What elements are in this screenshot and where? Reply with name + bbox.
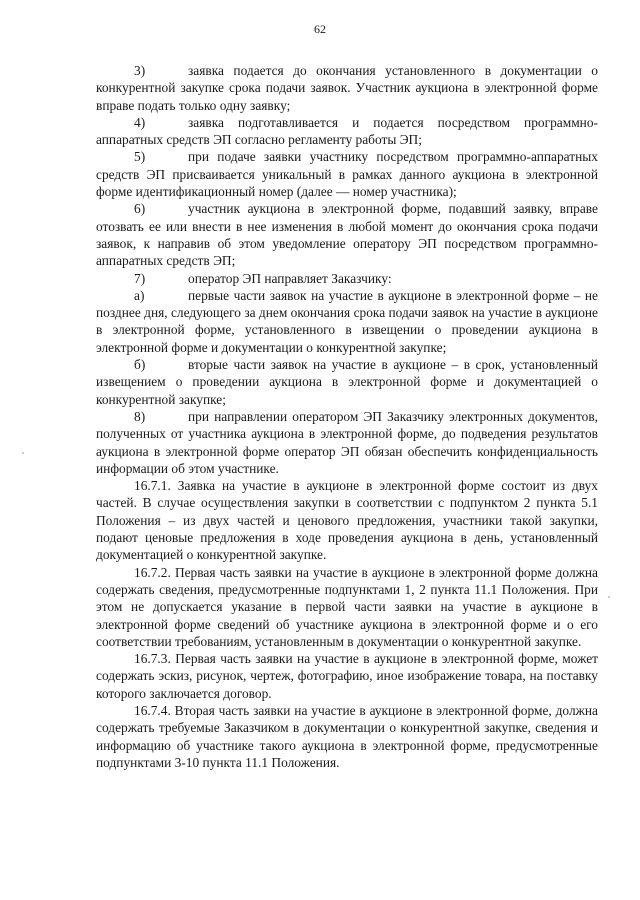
item-text: заявка подготавливается и подается посредством программно-аппаратных средств ЭП согласно регламенту работы ЭП; — [96, 114, 598, 148]
item-text: оператор ЭП направляет Заказчику: — [188, 270, 392, 286]
clause-text: 16.7.1. Заявка на участие в аукционе в электронной форме состоит из двух частей. В случае осуществления закупки в соответствии с подпунктом 2 пункта 5.1 Положения – из двух частей и ценового предложения, участники такой закупки, подают ценовые предложения в ходе проведения аукциона в день, установленный документацией о конкурентной закупке. — [96, 478, 598, 563]
item-text: заявка подается до окончания установленного в документации о конкурентной закупке срока подачи заявок. Участник аукциона в электронной форме вправе подать только одну заявку; — [96, 63, 598, 113]
item-marker: б) — [134, 357, 146, 373]
list-item — [96, 408, 598, 477]
item-marker: 8) — [134, 408, 146, 424]
document-body — [96, 62, 598, 771]
list-item — [96, 114, 598, 149]
item-marker: а) — [134, 287, 145, 303]
scan-speck — [22, 452, 24, 454]
item-marker: 7) — [134, 270, 146, 286]
page-number: 62 — [314, 22, 326, 36]
item-marker: 3) — [134, 63, 146, 78]
clause-paragraph — [96, 564, 598, 650]
clause-text: 16.7.4. Вторая часть заявки на участие в аукционе в электронной форме, должна содержать требуемые Заказчиком в документации о конкурентной закупке, сведения и информацию об участнике такого аукциона в электронной форме, предусмотренные подпунктами 3-10 пункта 11.1 Положения. — [96, 702, 598, 770]
list-item — [96, 270, 598, 287]
list-item — [96, 200, 598, 269]
scan-speck — [608, 596, 610, 598]
clause-paragraph — [96, 477, 598, 563]
clause-paragraph — [96, 650, 598, 702]
item-marker: 6) — [134, 201, 146, 217]
clause-text: 16.7.3. Первая часть заявки на участие в аукционе в электронной форме, может содержать эскиз, рисунок, чертеж, фотографию, иное изображение товара, на поставку которого заключается договор. — [96, 651, 598, 701]
list-item — [96, 62, 598, 114]
item-text: при направлении оператором ЭП Заказчику электронных документов, полученных от участника аукциона в электронной форме, до подведения результатов аукциона в электронной форме оператор ЭП обязан обеспечить конфиденциальность информации об этом участнике. — [96, 408, 598, 476]
clause-text: 16.7.2. Первая часть заявки на участие в аукционе в электронной форме должна содержать сведения, предусмотренные подпунктами 1, 2 пункта 11.1 Положения. При этом не допускается указание в первой части заявки на участие в аукционе в электронной форме сведений об участнике аукциона в электронной форме и о его соответствии требованиям, установленным в документации о конкурентной закупке. — [96, 564, 598, 649]
list-item — [96, 148, 598, 200]
item-text: участник аукциона в электронной форме, подавший заявку, вправе отозвать ее или внести в нее изменения в любой момент до окончания срока подачи заявок, к направив об этом уведомление оператору ЭП посредством программно-аппаратных средств ЭП; — [96, 201, 598, 269]
item-text: при подаче заявки участнику посредством программно-аппаратных средств ЭП присваивается уникальный в рамках данного аукциона в электронной форме идентификационный номер (далее — номер участника); — [96, 149, 598, 200]
clause-paragraph — [96, 702, 598, 771]
item-text: первые части заявок на участие в аукционе в электронной форме – не позднее дня, следующего за днем окончания срока подачи заявок на участие в аукционе в электронной форме, установленного в извещении о проведении аукциона в электронной форме и документации о конкурентной закупке; — [96, 287, 598, 355]
list-item — [96, 356, 598, 408]
item-text: вторые части заявок на участие в аукционе – в срок, установленный извещением о проведении аукциона в электронной форме и документацией о конкурентной закупке; — [96, 357, 598, 407]
item-marker: 4) — [134, 114, 146, 130]
item-marker: 5) — [134, 149, 146, 165]
list-item — [96, 287, 598, 356]
